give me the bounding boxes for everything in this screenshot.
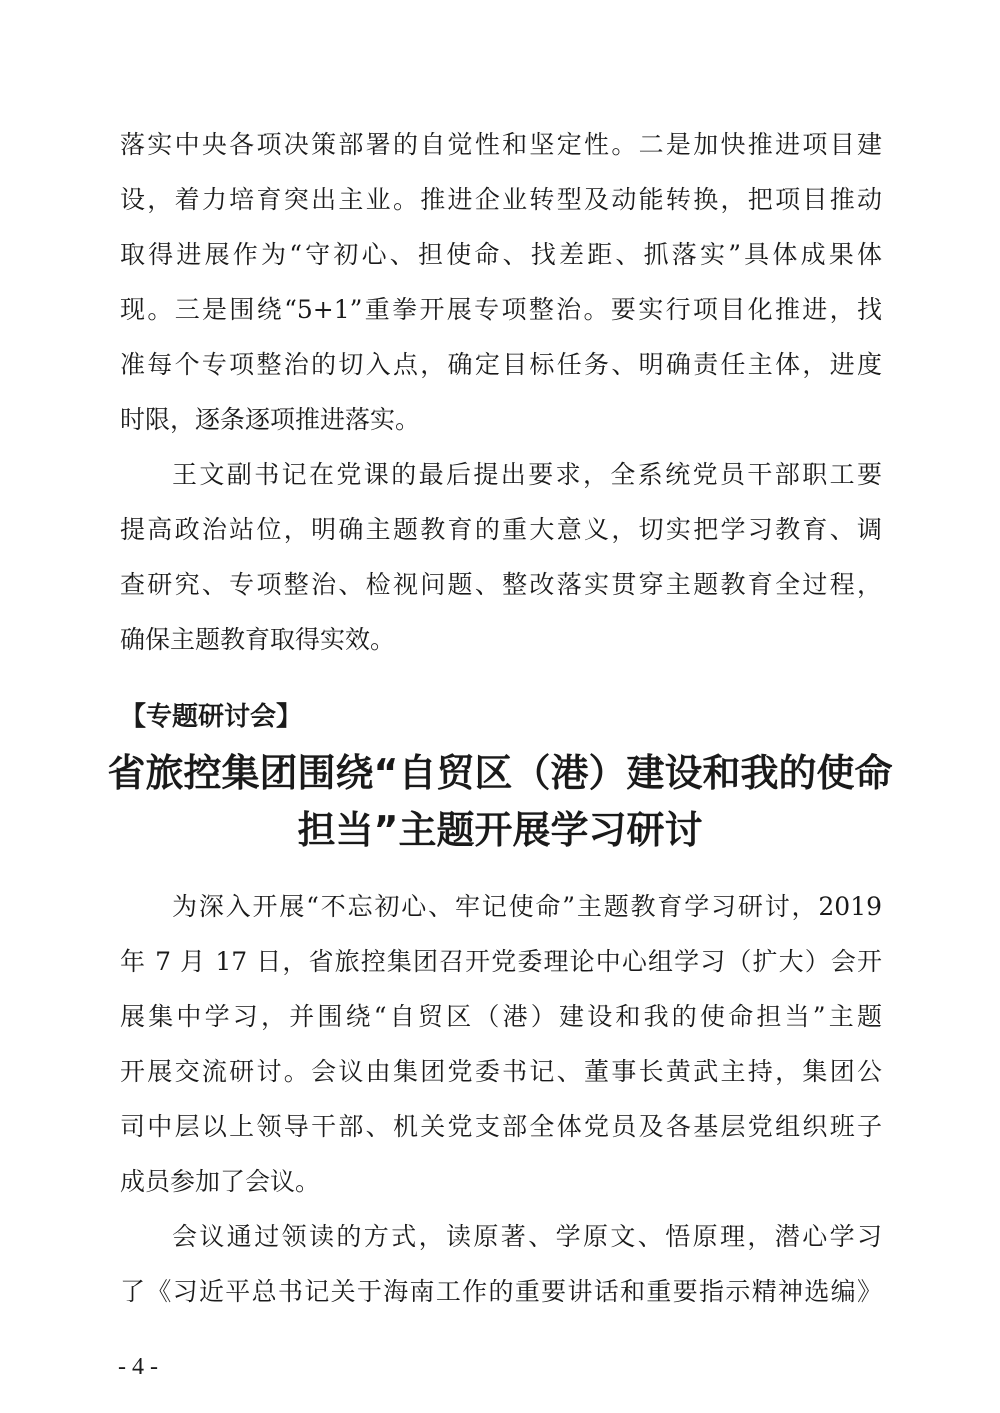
body-line: 了《习近平总书记关于海南工作的重要讲话和重要指示精神选编》: [120, 1277, 882, 1306]
body-line: 展集中学习，并围绕“自贸区（港）建设和我的使命担当”主题: [120, 1002, 882, 1031]
body-line: 提高政治站位，明确主题教育的重大意义，切实把学习教育、调: [120, 515, 882, 544]
section-tag: 【专题研讨会】: [120, 702, 303, 732]
body-line: 查研究、专项整治、检视问题、整改落实贯穿主题教育全过程，: [120, 570, 882, 599]
body-line: 设，着力培育突出主业。推进企业转型及动能转换，把项目推动: [120, 185, 882, 214]
article-title-line-2: 担当”主题开展学习研讨: [297, 808, 703, 852]
body-line: 开展交流研讨。会议由集团党委书记、董事长黄武主持，集团公: [120, 1057, 882, 1086]
body-line: 会议通过领读的方式，读原著、学原文、悟原理，潜心学习: [172, 1222, 882, 1251]
article-title-line-1: 省旅控集团围绕“自贸区（港）建设和我的使命: [107, 751, 893, 795]
body-line: 王文副书记在党课的最后提出要求，全系统党员干部职工要: [172, 460, 882, 489]
body-line: 取得进展作为“守初心、担使命、找差距、抓落实”具体成果体: [120, 240, 882, 269]
page-number: - 4 -: [118, 1354, 158, 1380]
body-line: 成员参加了会议。: [120, 1167, 321, 1196]
body-line: 确保主题教育取得实效。: [120, 625, 396, 654]
body-line: 落实中央各项决策部署的自觉性和坚定性。二是加快推进项目建: [120, 130, 882, 159]
body-line: 年 7 月 17 日，省旅控集团召开党委理论中心组学习（扩大）会开: [120, 947, 882, 976]
body-line: 准每个专项整治的切入点，确定目标任务、明确责任主体，进度: [120, 350, 882, 379]
body-line: 现。三是围绕“5+1”重拳开展专项整治。要实行项目化推进，找: [120, 295, 882, 324]
body-line: 司中层以上领导干部、机关党支部全体党员及各基层党组织班子: [120, 1112, 882, 1141]
body-line: 为深入开展“不忘初心、牢记使命”主题教育学习研讨，2019: [172, 892, 882, 921]
body-line: 时限，逐条逐项推进落实。: [120, 405, 421, 434]
